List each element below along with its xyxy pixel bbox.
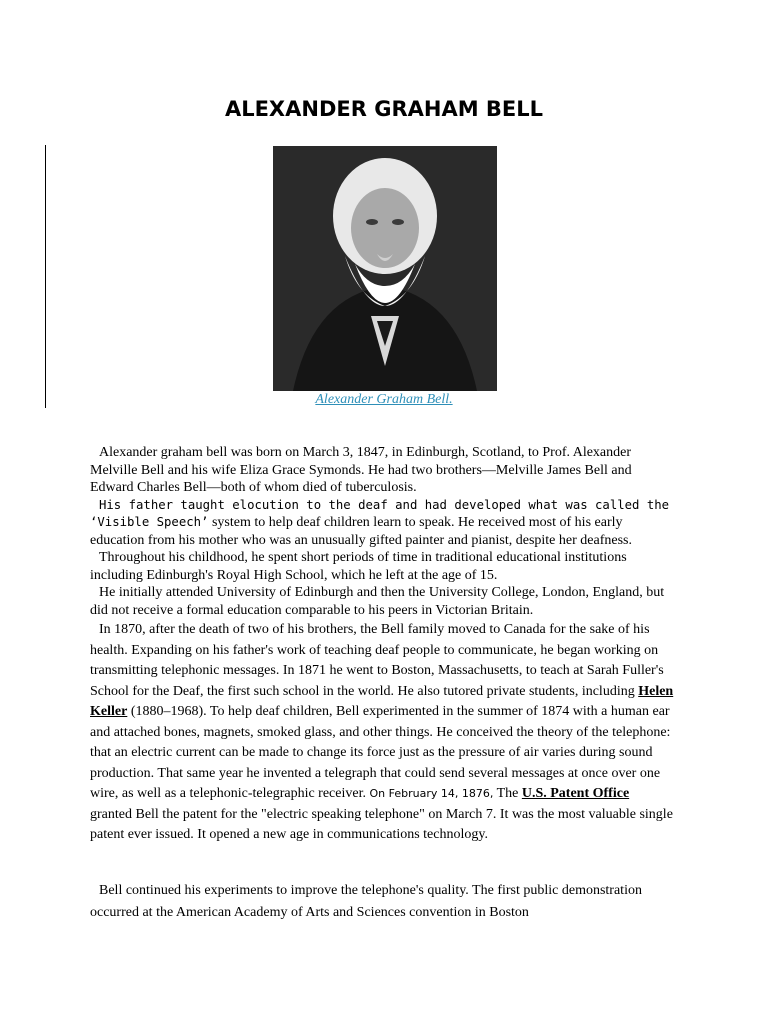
- patent-office-link[interactable]: U.S. Patent Office: [521, 786, 630, 801]
- patent-date: On February 14, 1876,: [369, 787, 494, 800]
- helen-keller-link[interactable]: Helen Keller: [90, 683, 674, 719]
- paragraph-childhood: Throughout his childhood, he spent short periods of time in traditional educational institutions including Edinburgh's Royal High School, which he left at the age of 15.: [90, 550, 627, 583]
- text-segment: The: [493, 786, 522, 801]
- text-segment: (1880–1968). To help deaf children, Bell experimented in the summer of 1874 with a human ear and attached bones, magnets, smoked glass, and other things. He conceived the theory of the telephone: that an electric current can be made to change its force just as the pressure of air varies during sound production. That same year he invented a telegraph that could send several messages at once over one wire, as well as a telephonic-telegraphic receiver.: [90, 704, 671, 801]
- body-block-invention: [90, 620, 674, 846]
- photo-caption-link[interactable]: Alexander Graham Bell.: [315, 392, 453, 407]
- margin-change-bar: [45, 145, 46, 408]
- paragraph-birth: Alexander graham bell was born on March 3, 1847, in Edinburgh, Scotland, to Prof. Alexander Melville Bell and his wife Eliza Grace Symonds. He had two brothers—Melville James Bell and Edward Charles Bell—both of whom died of tuberculosis.: [90, 445, 632, 495]
- portrait-photo: [273, 146, 497, 391]
- paragraph-father: [90, 497, 674, 550]
- paragraph-demonstration: Bell continued his experiments to improve the telephone's quality. The first public demonstration occurred at the American Academy of Arts and Sciences convention in Boston: [90, 883, 642, 920]
- paragraph-telephone: [90, 620, 674, 846]
- text-segment: granted Bell the patent for the "electric speaking telephone" on March 7. It was the most valuable single patent ever issued. It opened a new age in communications technology.: [90, 806, 673, 842]
- text-segment: In 1870, after the death of two of his brothers, the Bell family moved to Canada for the sake of his health. Expanding on his father's work of teaching deaf people to communicate, he began working on transmitting telephonic messages. In 1871 he went to Boston, Massachusetts, to teach at Sarah Fuller's School for the Deaf, the first such school in the world. He also tutored private students, including: [90, 622, 664, 699]
- document-title: ALEXANDER GRAHAM BELL: [224, 97, 544, 121]
- paragraph-university: He initially attended University of Edinburgh and then the University College, London, England, but did not receive a formal education comparable to his peers in Victorian Britain.: [90, 585, 665, 618]
- paragraph-father-lead: His father taught elocution to the deaf and had developed what was called the ‘Visible Speech’: [90, 497, 670, 529]
- body-block-experiments: [90, 880, 674, 924]
- paragraph-father-rest: system to help deaf children learn to speak. He received most of his early education from his mother who was an unusually gifted painter and pianist, despite her deafness.: [90, 515, 632, 548]
- body-block-early-life: [90, 444, 674, 619]
